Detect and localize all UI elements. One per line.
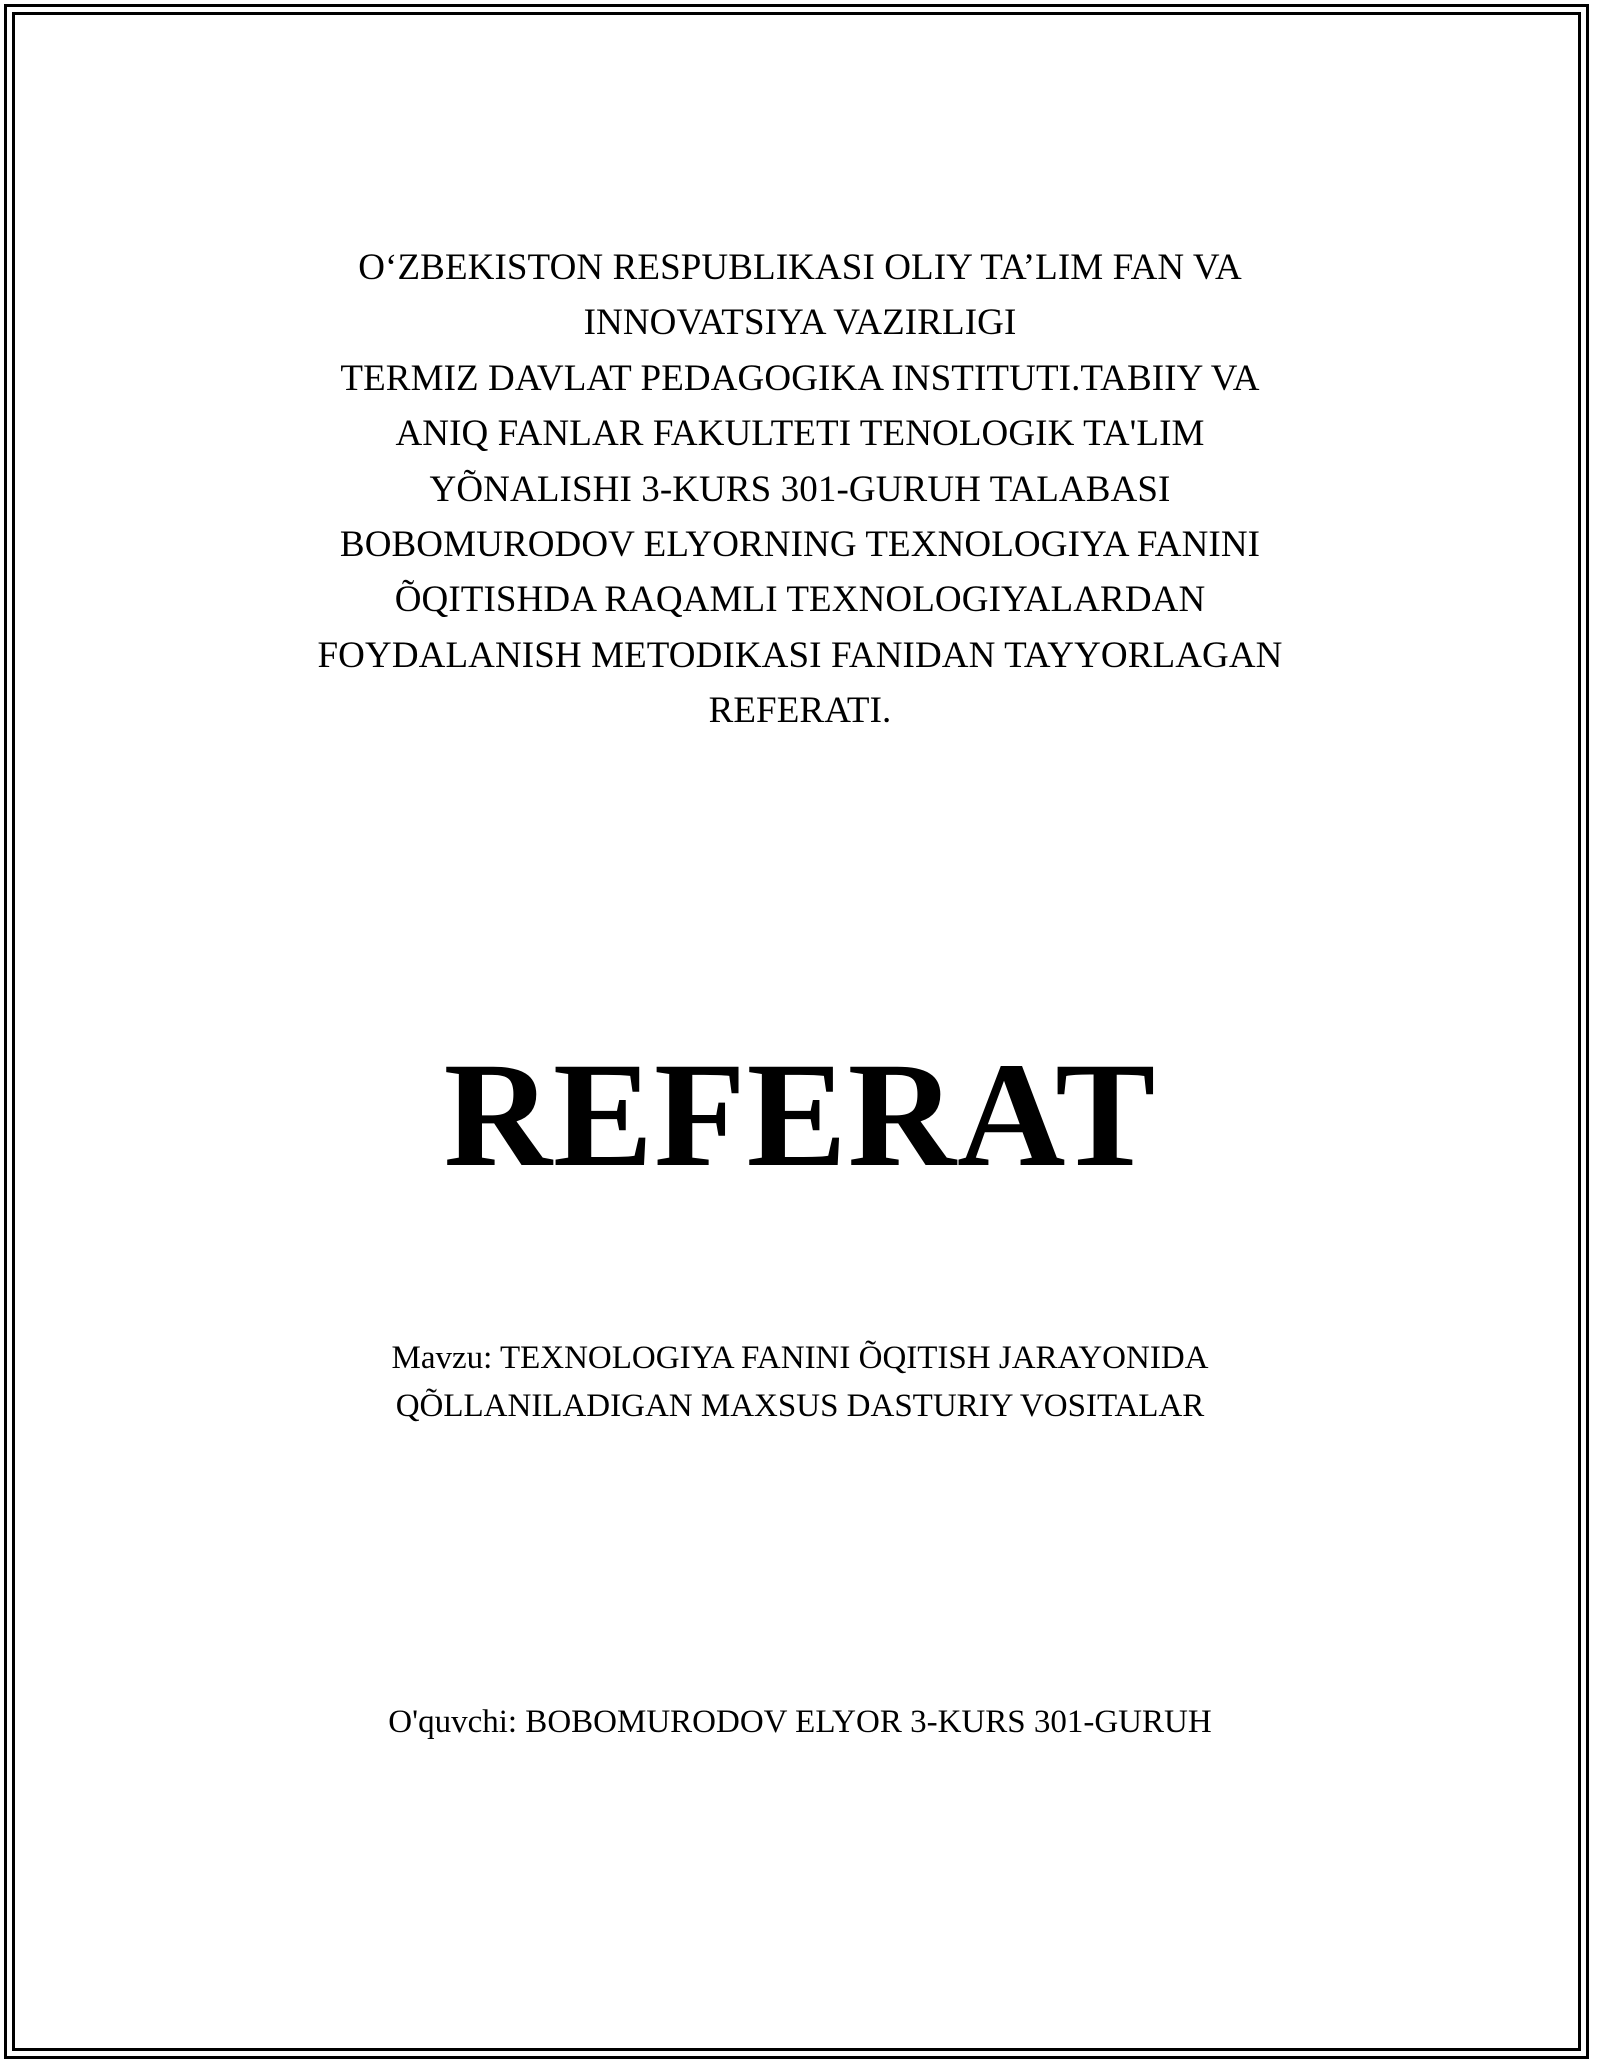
document-title: REFERAT	[443, 1032, 1157, 1198]
institution-header	[180, 240, 1420, 739]
header-line: INNOVATSIYA VAZIRLIGI	[583, 302, 1017, 344]
topic-line: QÕLLANILADIGAN MAXSUS DASTURIY VOSITALAR	[395, 1388, 1205, 1424]
header-line: FOYDALANISH METODIKASI FANIDAN TAYYORLAGAN	[317, 634, 1283, 676]
header-line: ANIQ FANLAR FAKULTETI TENOLOGIK TA'LIM	[395, 413, 1205, 455]
header-line: YÕNALISHI 3-KURS 301-GURUH TALABASI	[429, 468, 1171, 510]
header-line: BOBOMURODOV ELYORNING TEXNOLOGIYA FANINI	[339, 524, 1261, 566]
header-line: TERMIZ DAVLAT PEDAGOGIKA INSTITUTI.TABIIY VA	[340, 357, 1260, 399]
topic-line: Mavzu: TEXNOLOGIYA FANINI ÕQITISH JARAYONIDA	[391, 1340, 1209, 1376]
header-line: ÕQITISHDA RAQAMLI TEXNOLOGIYALARDAN	[394, 579, 1206, 621]
topic-block	[180, 1334, 1420, 1430]
student-info: O'quvchi: BOBOMURODOV ELYOR 3-KURS 301-GURUH	[388, 1704, 1212, 1740]
header-line: REFERATI.	[708, 690, 892, 732]
header-line: O‘ZBEKISTON RESPUBLIKASI OLIY TA’LIM FAN VA	[358, 247, 1242, 288]
